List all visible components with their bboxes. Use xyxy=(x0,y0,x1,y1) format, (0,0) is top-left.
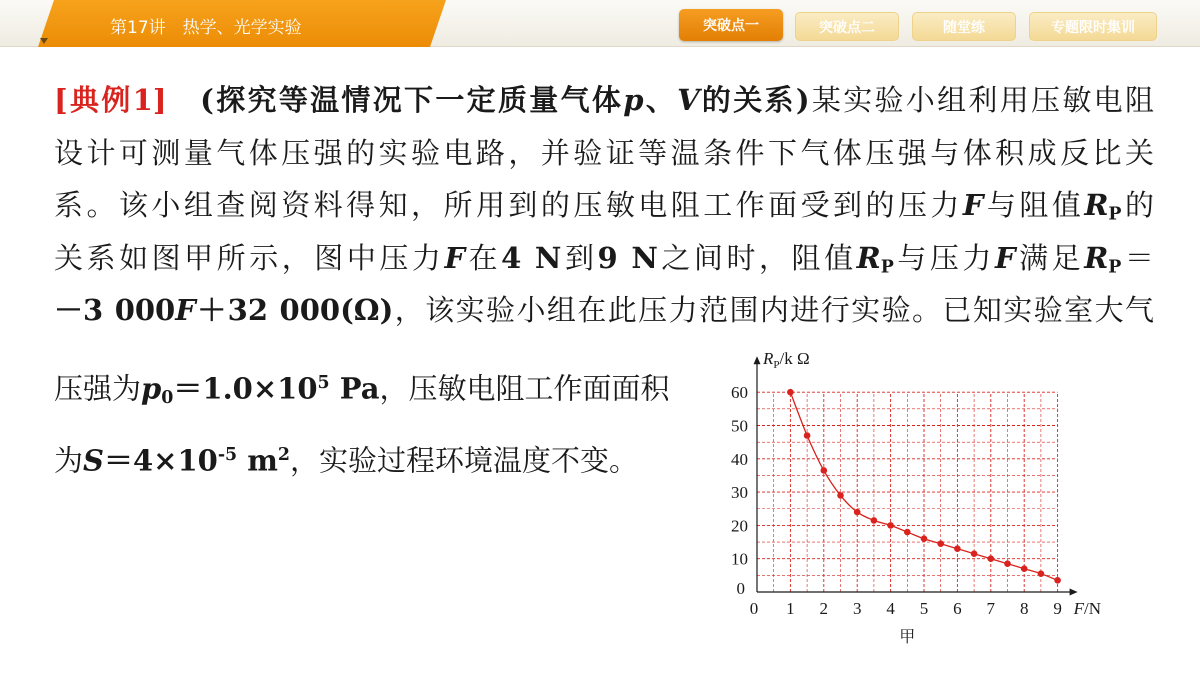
text-line-4: 关系如图甲所示，图中压力F在4 N到9 N之间时，阻值$R_P$与压力F满足$R_P=$ xyxy=(54,240,1154,277)
example-tag: [典例1] xyxy=(54,83,167,117)
text-line-5: －3 000F＋32 000(Ω)，该实验小组在此压力范围内进行实验。已知实验室大气 xyxy=(54,293,1154,327)
y-tick-label: 50 xyxy=(731,416,748,436)
text-line-3: 系。该小组查阅资料得知，所用到的压敏电阻工作面受到的压力F与阻值$R_P$的 xyxy=(54,188,1154,225)
x-tick-label: 5 xyxy=(919,599,929,618)
y-tick-label: 10 xyxy=(731,549,748,569)
text-line-2: 设计可测量气体压强的实验电路，并验证等温条件下气体压强与体积成反比关 xyxy=(54,135,1154,170)
y-tick-label: 30 xyxy=(731,483,748,503)
chart-caption: 甲 xyxy=(899,629,916,646)
y-axis-label: $R_P/k$ Ω xyxy=(763,349,810,372)
triangle-icon xyxy=(40,38,48,44)
data-point xyxy=(821,467,828,474)
data-point xyxy=(921,535,928,542)
data-point xyxy=(904,529,911,536)
x-axis-arrow-icon xyxy=(1070,589,1078,596)
y-tick-label: 40 xyxy=(731,449,748,469)
nav-button-breakthrough-1[interactable]: 突破点一 xyxy=(679,9,783,41)
x-tick-label: 7 xyxy=(986,599,996,618)
x-tick-label: 2 xyxy=(819,599,829,618)
x-tick-label: 6 xyxy=(953,599,962,618)
nav-button-breakthrough-2[interactable]: 突破点二 xyxy=(795,12,899,41)
data-point xyxy=(988,555,995,562)
x-axis-label: F/N xyxy=(1073,599,1101,618)
data-point xyxy=(1021,565,1028,572)
data-point xyxy=(1004,560,1011,567)
y-tick-label: 0 xyxy=(736,579,745,598)
y-tick-label: 60 xyxy=(731,383,748,403)
x-tick-label: 0 xyxy=(749,599,759,618)
data-point xyxy=(1054,577,1061,584)
data-point xyxy=(954,545,961,552)
x-tick-label: 3 xyxy=(852,599,862,618)
data-point xyxy=(887,522,894,529)
rp-vs-force-chart xyxy=(700,340,1120,660)
problem-text-continued xyxy=(54,355,694,489)
y-tick-label: 20 xyxy=(731,516,748,536)
y-axis-arrow-icon xyxy=(754,356,761,364)
nav-button-timed-test[interactable]: 专题限时集训 xyxy=(1029,12,1157,41)
lesson-title: 第17讲 热学、光学实验 xyxy=(110,18,302,38)
data-point xyxy=(937,540,944,547)
data-point xyxy=(871,517,878,524)
x-tick-label: 9 xyxy=(1053,599,1062,618)
text-line-6: 压强为$p_0=1.0\times 10^5$ Pa，压敏电阻工作面面积 xyxy=(54,371,670,408)
problem-text xyxy=(54,74,1154,337)
data-point xyxy=(1038,570,1045,577)
text-line-1: [典例1] (探究等温情况下一定质量气体p、V的关系)某实验小组利用压敏电阻 xyxy=(54,83,1154,117)
x-tick-label: 1 xyxy=(786,599,795,618)
data-point xyxy=(787,389,794,396)
x-tick-label: 8 xyxy=(1019,599,1029,618)
data-point xyxy=(854,509,861,516)
data-point xyxy=(837,492,844,499)
data-point xyxy=(971,550,978,557)
x-tick-label: 4 xyxy=(886,599,895,618)
text-line-7: 为$S=4\times 10^{-5}$ $m^2$，实验过程环境温度不变。 xyxy=(54,443,639,478)
data-point xyxy=(804,432,811,439)
nav-button-practice[interactable]: 随堂练 xyxy=(912,12,1016,41)
